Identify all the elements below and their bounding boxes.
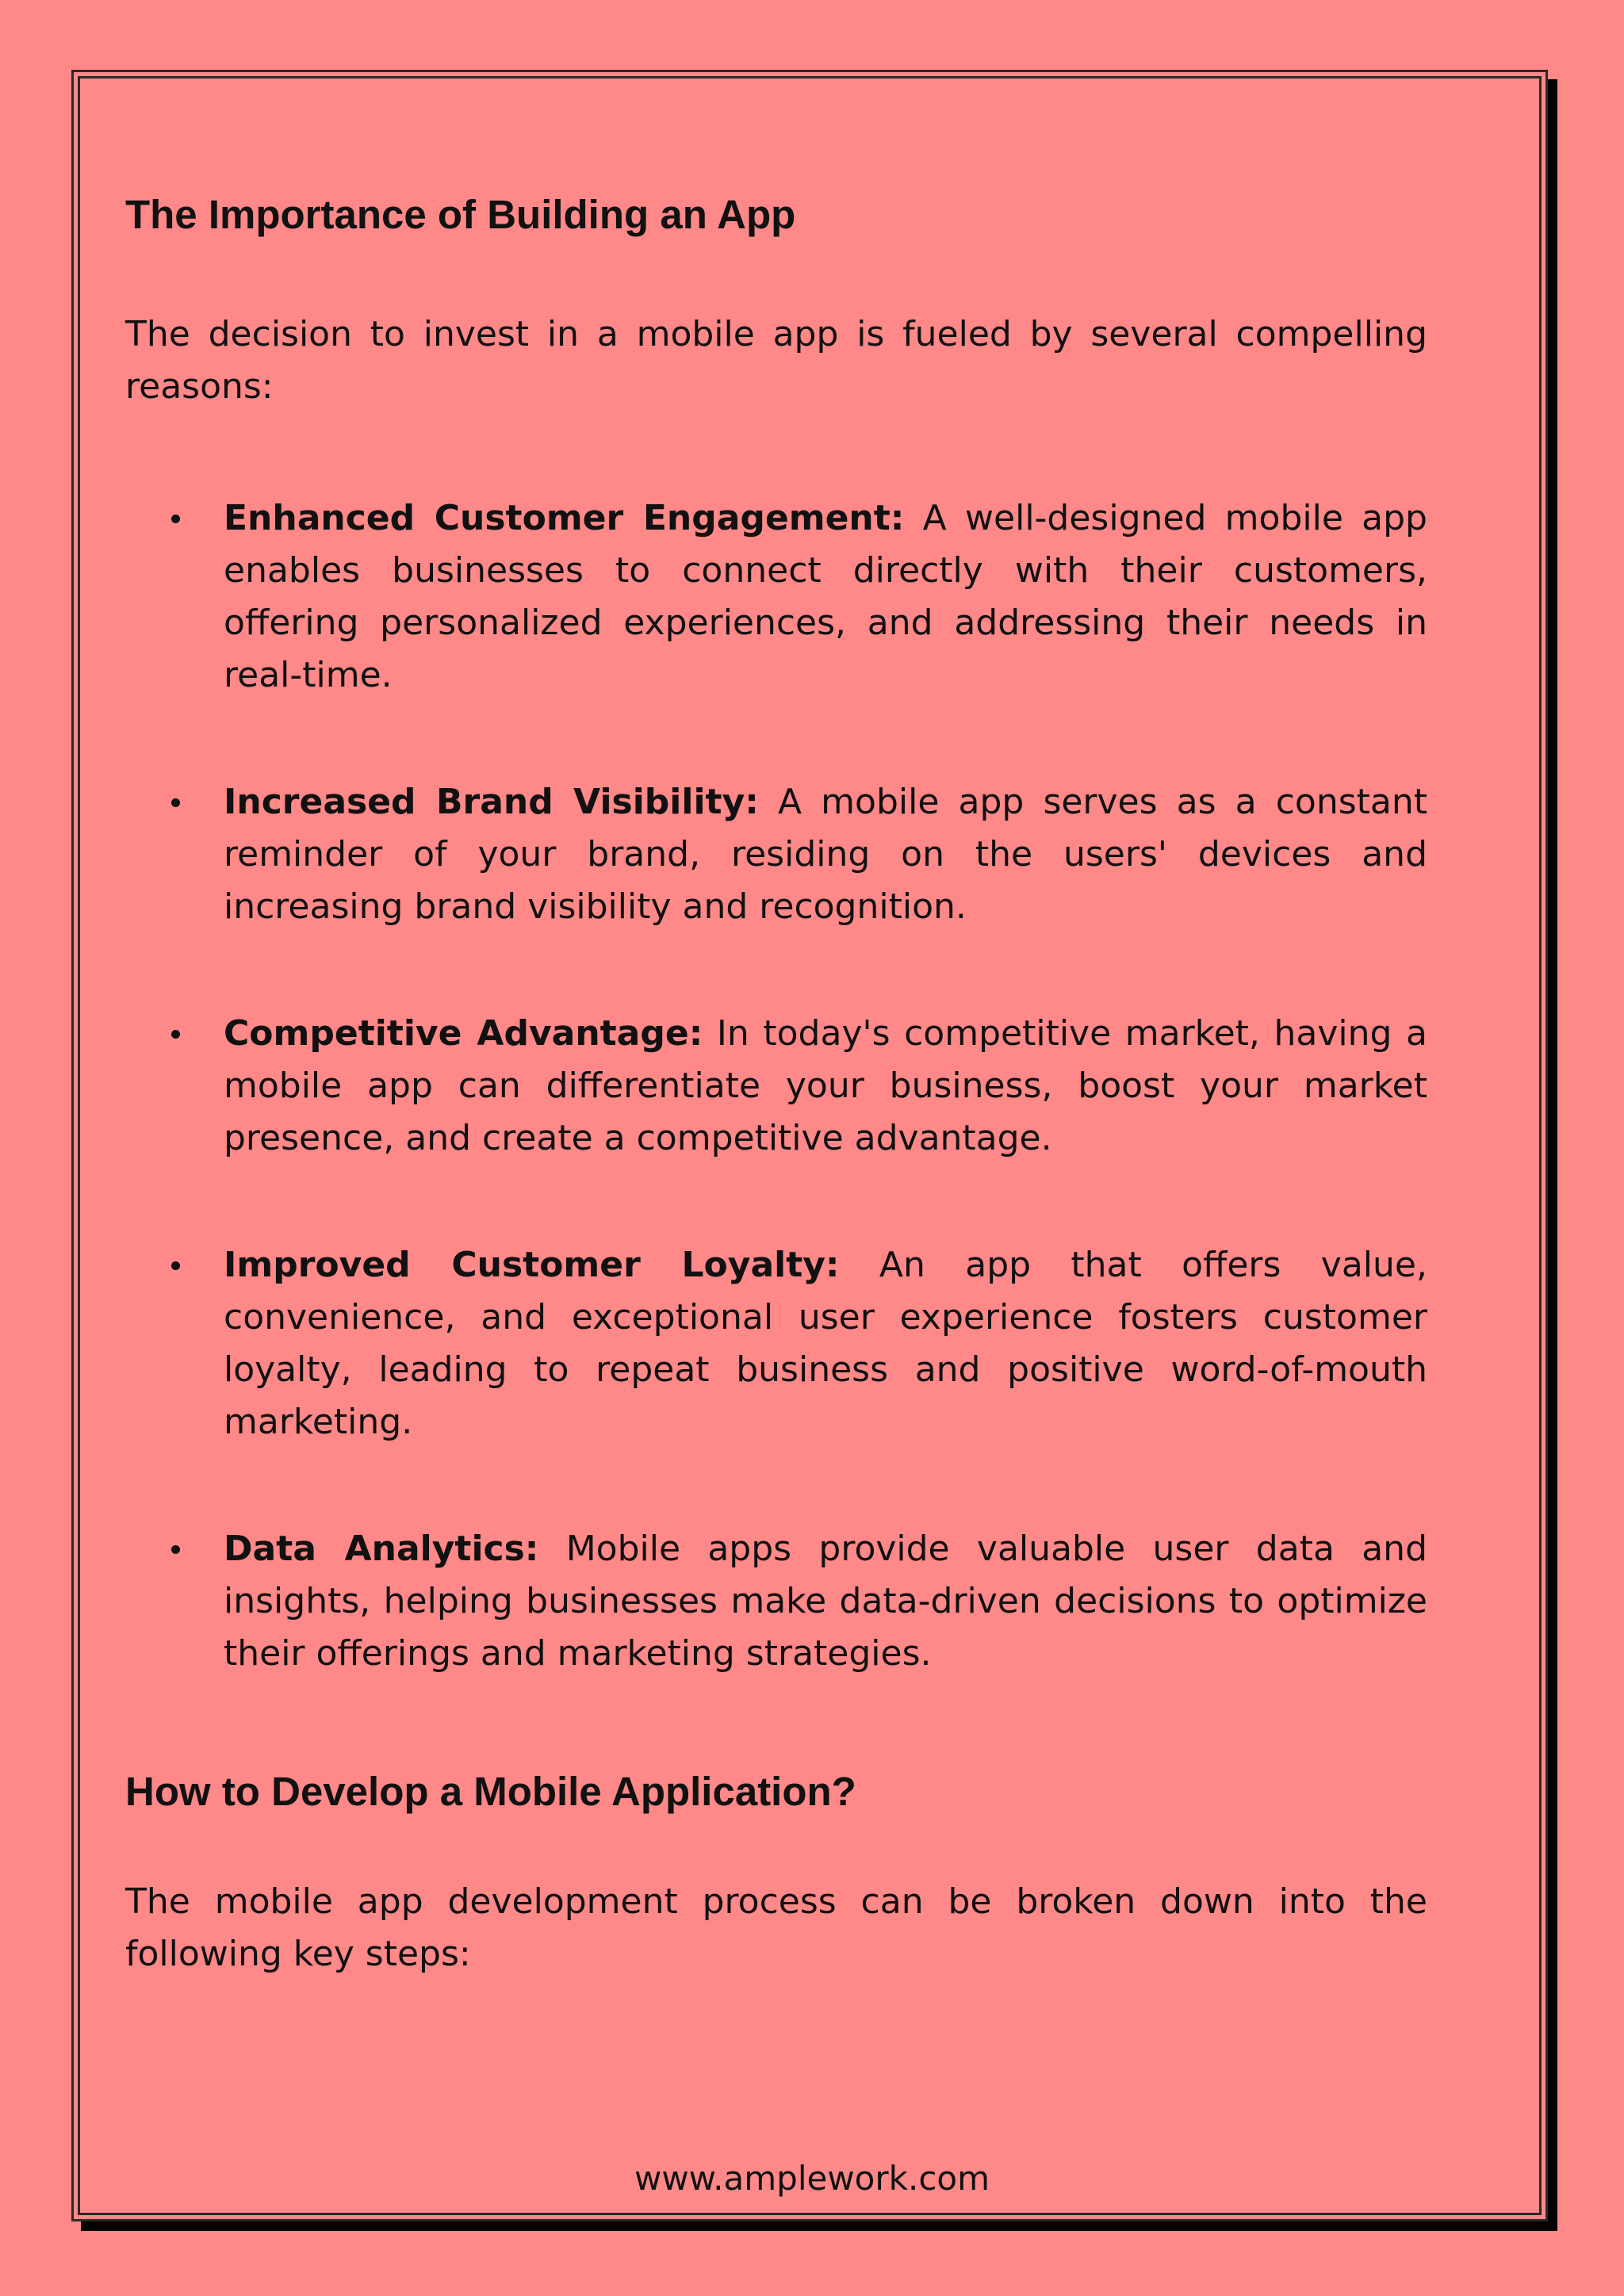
outro-paragraph: The mobile app development process can be broken down into the following key steps:	[125, 1881, 1427, 1975]
intro-paragraph: The decision to invest in a mobile app is fueled by several compelling reasons:	[125, 314, 1427, 408]
list-item-term: Improved Customer Loyalty:	[224, 1245, 840, 1286]
list-item-term: Enhanced Customer Engagement:	[224, 498, 905, 539]
reasons-list	[125, 492, 1427, 1680]
list-item-text: A mobile app serves as a constant reminder of your brand, residing on the users' devices and increasing brand visibility and recognition.	[224, 782, 1427, 928]
bullet-icon	[171, 1545, 180, 1554]
bullet-icon	[171, 1261, 180, 1270]
list-item-text: An app that offers value, convenience, and exceptional user experience fosters customer loyalty, leading to repeat business and positive word-of-mouth marketing.	[224, 1245, 1427, 1443]
list-item	[224, 1239, 1427, 1448]
list-item-term: Increased Brand Visibility:	[224, 782, 759, 823]
section-heading-importance: The Importance of Building an App	[125, 192, 796, 237]
bullet-icon	[171, 515, 180, 523]
list-item	[224, 1523, 1427, 1680]
footer-website-link[interactable]: www.amplework.com	[634, 2159, 990, 2198]
list-item	[224, 776, 1427, 933]
bullet-icon	[171, 1030, 180, 1039]
list-item-text: In today's competitive market, having a mobile app can differentiate your business, boost your market presence, and create a competitive advantage.	[224, 1013, 1427, 1159]
bullet-icon	[171, 798, 180, 807]
list-item	[224, 492, 1427, 702]
document-body	[125, 190, 1427, 1980]
section-heading-develop: How to Develop a Mobile Application?	[125, 1769, 856, 1815]
list-item-term: Data Analytics:	[224, 1529, 539, 1570]
list-item-text: Mobile apps provide valuable user data and insights, helping businesses make data-driven decisions to optimize their offerings and marketing strategies.	[224, 1529, 1427, 1674]
list-item	[224, 1008, 1427, 1165]
list-item-text: A well-designed mobile app enables businesses to connect directly with their customers, offering personalized experiences, and addressing their needs in real-time.	[224, 498, 1427, 696]
list-item-term: Competitive Advantage:	[224, 1013, 703, 1054]
